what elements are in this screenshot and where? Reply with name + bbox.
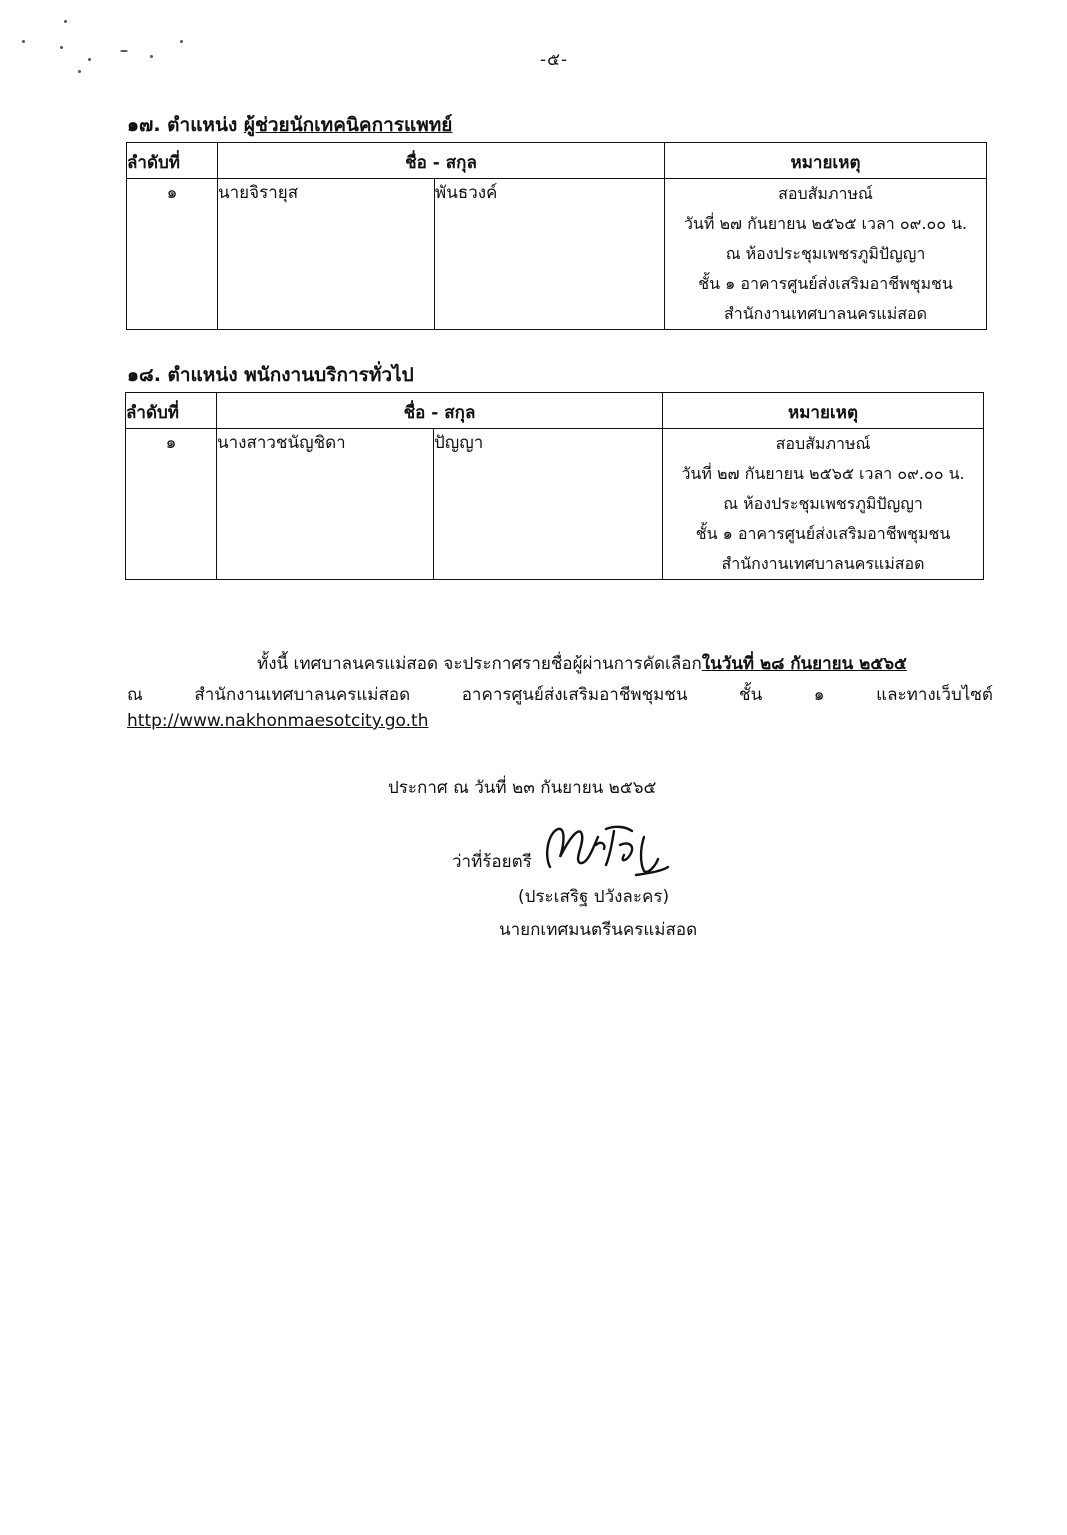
scan-speck xyxy=(78,70,81,73)
remark-line: วันที่ ๒๗ กันยายน ๒๕๖๕ เวลา ๐๙.๐๐ น. xyxy=(681,464,965,483)
table-row xyxy=(126,429,984,580)
section-number: ๑๗. ตำแหน่ง xyxy=(127,114,238,136)
notice-text: ทั้งนี้ เทศบาลนครแม่สอด จะประกาศรายชื่อผู้ผ่านการคัดเลือก xyxy=(257,654,702,674)
section-18-title xyxy=(127,360,414,390)
scan-speck xyxy=(60,46,63,49)
cell-remark xyxy=(665,179,987,330)
header-name: ชื่อ - สกุล xyxy=(217,393,663,429)
section-position: ผู้ช่วยนักเทคนิคการแพทย์ xyxy=(243,114,453,136)
handwritten-signature xyxy=(540,815,670,885)
announcement-date: ประกาศ ณ วันที่ ๒๓ กันยายน ๒๕๖๕ xyxy=(388,778,657,798)
remark-line: ชั้น ๑ อาคารศูนย์ส่งเสริมอาชีพชุมชน xyxy=(698,274,953,293)
scan-speck xyxy=(150,55,153,58)
website-link[interactable]: http://www.nakhonmaesotcity.go.th xyxy=(127,711,429,731)
table-row xyxy=(127,179,987,330)
notice-word: ๑ xyxy=(813,685,825,705)
notice-word: อาคารศูนย์ส่งเสริมอาชีพชุมชน xyxy=(461,685,688,705)
scan-speck xyxy=(180,40,183,43)
cell-remark xyxy=(663,429,984,580)
notice-word: และทางเว็บไซต์ xyxy=(876,685,993,705)
scan-speck xyxy=(22,40,25,43)
cell-order: ๑ xyxy=(126,429,217,580)
scan-speck xyxy=(120,50,128,52)
signer-name: (ประเสริฐ ปวังละคร) xyxy=(518,887,670,907)
cell-first-name: นางสาวชนัญชิดา xyxy=(217,429,434,580)
remark-line: ชั้น ๑ อาคารศูนย์ส่งเสริมอาชีพชุมชน xyxy=(695,524,951,543)
cell-order: ๑ xyxy=(127,179,218,330)
table-header-row xyxy=(127,143,987,179)
candidate-table-18 xyxy=(125,392,984,580)
scan-speck xyxy=(64,20,67,23)
notice-line-1 xyxy=(257,650,907,677)
signer-rank: ว่าที่ร้อยตรี xyxy=(452,852,532,872)
remark-line: สอบสัมภาษณ์ xyxy=(778,184,873,203)
header-remark: หมายเหตุ xyxy=(663,393,984,429)
header-name: ชื่อ - สกุล xyxy=(218,143,665,179)
cell-last-name: พันธวงค์ xyxy=(435,179,665,330)
cell-first-name: นายจิรายุส xyxy=(218,179,435,330)
page-number: -๕- xyxy=(540,50,569,70)
scan-speck xyxy=(88,58,91,61)
remark-line: ณ ห้องประชุมเพชรภูมิปัญญา xyxy=(723,494,923,513)
section-17-title xyxy=(127,110,452,140)
candidate-table-17 xyxy=(126,142,987,330)
notice-date-emphasis: ในวันที่ ๒๘ กันยายน ๒๕๖๕ xyxy=(701,654,907,674)
signer-title: นายกเทศมนตรีนครแม่สอด xyxy=(499,920,698,940)
remark-line: สำนักงานเทศบาลนครแม่สอด xyxy=(723,304,928,323)
header-order: ลำดับที่ xyxy=(126,393,217,429)
remark-line: วันที่ ๒๗ กันยายน ๒๕๖๕ เวลา ๐๙.๐๐ น. xyxy=(683,214,968,233)
section-number: ๑๘. ตำแหน่ง xyxy=(127,364,238,386)
notice-word: สำนักงานเทศบาลนครแม่สอด xyxy=(194,685,411,705)
header-order: ลำดับที่ xyxy=(127,143,218,179)
section-position: พนักงานบริการทั่วไป xyxy=(244,364,414,386)
remark-line: สำนักงานเทศบาลนครแม่สอด xyxy=(721,554,925,573)
remark-line: สอบสัมภาษณ์ xyxy=(775,434,871,453)
notice-line-2 xyxy=(127,681,993,708)
notice-word: ชั้น xyxy=(739,685,763,705)
notice-word: ณ xyxy=(127,685,143,705)
cell-last-name: ปัญญา xyxy=(434,429,663,580)
table-header-row xyxy=(126,393,984,429)
header-remark: หมายเหตุ xyxy=(665,143,987,179)
remark-line: ณ ห้องประชุมเพชรภูมิปัญญา xyxy=(725,244,926,263)
